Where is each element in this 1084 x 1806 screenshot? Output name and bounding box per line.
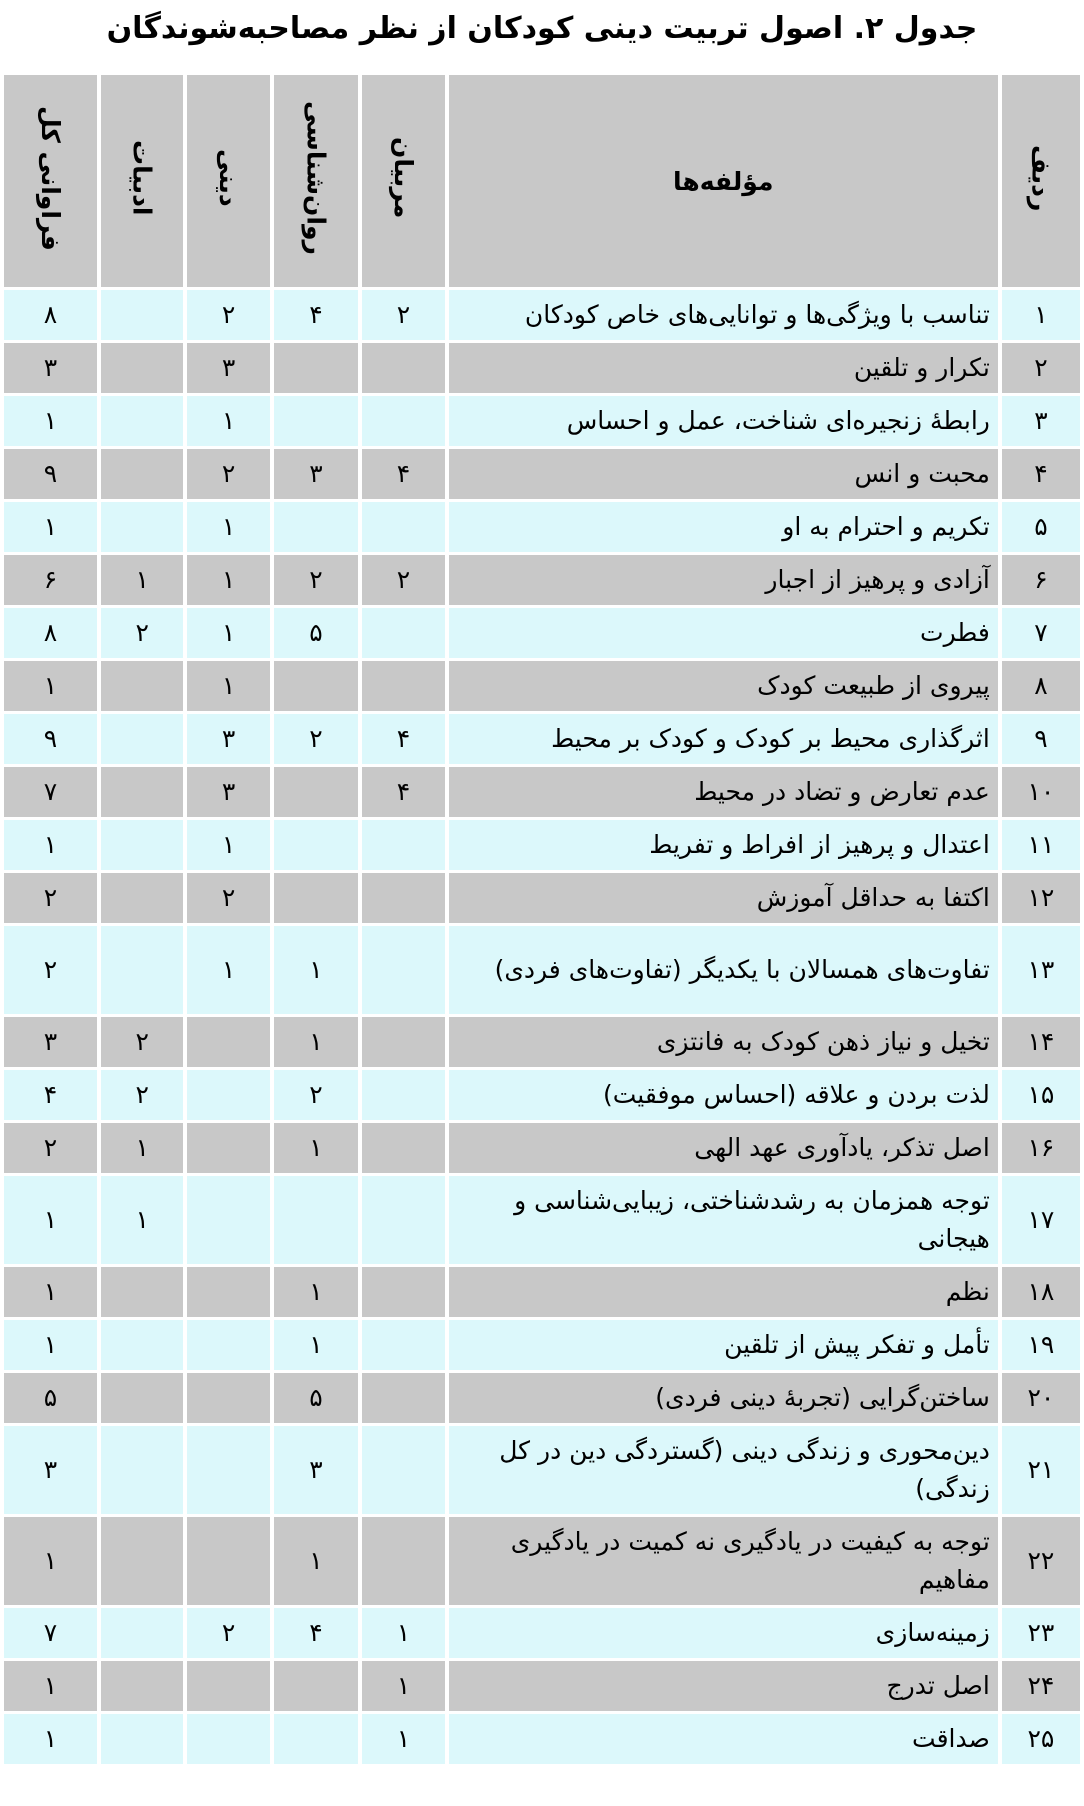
cell-component: لذت بردن و علاقه (احساس موفقیت)	[449, 1070, 998, 1120]
cell-religious: ۲	[187, 290, 269, 340]
cell-component: توجه همزمان به رشدشناختی، زیبایی‌شناسی و هیجانی	[449, 1176, 998, 1264]
cell-literature	[101, 1373, 183, 1423]
table-row	[4, 1373, 1080, 1423]
cell-literature	[101, 449, 183, 499]
table-row	[4, 608, 1080, 658]
cell-literature	[101, 1426, 183, 1514]
table-row	[4, 1176, 1080, 1264]
cell-educators	[362, 661, 444, 711]
cell-religious: ۲	[187, 873, 269, 923]
cell-educators	[362, 1320, 444, 1370]
cell-religious: ۳	[187, 767, 269, 817]
cell-religious	[187, 1517, 269, 1605]
cell-component: رابطهٔ زنجیره‌ای شناخت، عمل و احساس	[449, 396, 998, 446]
cell-component: ساختن‌گرایی (تجربهٔ دینی فردی)	[449, 1373, 998, 1423]
cell-educators	[362, 1176, 444, 1264]
cell-row-number: ۴	[1002, 449, 1080, 499]
cell-psychology	[274, 661, 358, 711]
cell-row-number: ۱۷	[1002, 1176, 1080, 1264]
table-row	[4, 1320, 1080, 1370]
cell-educators: ۱	[362, 1608, 444, 1658]
header-components: مؤلفه‌ها	[449, 75, 998, 287]
cell-literature	[101, 714, 183, 764]
cell-religious	[187, 1176, 269, 1264]
cell-psychology: ۱	[274, 1123, 358, 1173]
cell-educators: ۴	[362, 714, 444, 764]
cell-religious: ۱	[187, 661, 269, 711]
cell-religious	[187, 1320, 269, 1370]
cell-literature	[101, 820, 183, 870]
cell-psychology: ۲	[274, 1070, 358, 1120]
cell-literature	[101, 1661, 183, 1711]
cell-educators: ۱	[362, 1714, 444, 1764]
cell-educators	[362, 502, 444, 552]
cell-component: صداقت	[449, 1714, 998, 1764]
cell-component: تأمل و تفکر پیش از تلقین	[449, 1320, 998, 1370]
cell-literature: ۲	[101, 1017, 183, 1067]
cell-component: اثرگذاری محیط بر کودک و کودک بر محیط	[449, 714, 998, 764]
cell-psychology	[274, 1176, 358, 1264]
header-total-frequency: فراوانی کل	[4, 75, 97, 287]
cell-psychology: ۵	[274, 608, 358, 658]
cell-total-frequency: ۱	[4, 1714, 97, 1764]
cell-religious: ۱	[187, 555, 269, 605]
cell-component: تناسب با ویژگی‌ها و توانایی‌های خاص کودکان	[449, 290, 998, 340]
table-row	[4, 1714, 1080, 1764]
cell-psychology: ۴	[274, 290, 358, 340]
cell-row-number: ۲۱	[1002, 1426, 1080, 1514]
cell-total-frequency: ۲	[4, 926, 97, 1014]
cell-component: زمینه‌سازی	[449, 1608, 998, 1658]
table-row	[4, 714, 1080, 764]
cell-total-frequency: ۹	[4, 714, 97, 764]
cell-total-frequency: ۶	[4, 555, 97, 605]
cell-total-frequency: ۱	[4, 661, 97, 711]
cell-psychology: ۳	[274, 449, 358, 499]
cell-total-frequency: ۲	[4, 873, 97, 923]
cell-literature	[101, 873, 183, 923]
cell-total-frequency: ۸	[4, 290, 97, 340]
table-row	[4, 767, 1080, 817]
table-row	[4, 449, 1080, 499]
header-row	[4, 75, 1080, 287]
table-row	[4, 396, 1080, 446]
table-row	[4, 1123, 1080, 1173]
cell-component: تفاوت‌های همسالان با یکدیگر (تفاوت‌های فردی)	[449, 926, 998, 1014]
cell-total-frequency: ۷	[4, 767, 97, 817]
cell-component: تکریم و احترام به او	[449, 502, 998, 552]
cell-religious	[187, 1070, 269, 1120]
cell-educators: ۱	[362, 1661, 444, 1711]
cell-educators	[362, 1070, 444, 1120]
cell-religious: ۳	[187, 343, 269, 393]
table-row	[4, 661, 1080, 711]
cell-literature: ۲	[101, 1070, 183, 1120]
cell-educators	[362, 1373, 444, 1423]
cell-total-frequency: ۱	[4, 502, 97, 552]
cell-total-frequency: ۱	[4, 1661, 97, 1711]
cell-psychology	[274, 820, 358, 870]
cell-total-frequency: ۳	[4, 1017, 97, 1067]
cell-psychology	[274, 873, 358, 923]
table-row	[4, 1661, 1080, 1711]
cell-row-number: ۲۴	[1002, 1661, 1080, 1711]
cell-literature	[101, 767, 183, 817]
cell-row-number: ۱۰	[1002, 767, 1080, 817]
cell-educators: ۲	[362, 555, 444, 605]
cell-total-frequency: ۳	[4, 343, 97, 393]
cell-component: اعتدال و پرهیز از افراط و تفریط	[449, 820, 998, 870]
table-row	[4, 1517, 1080, 1605]
cell-literature	[101, 661, 183, 711]
cell-row-number: ۹	[1002, 714, 1080, 764]
table-row	[4, 873, 1080, 923]
cell-row-number: ۸	[1002, 661, 1080, 711]
cell-total-frequency: ۱	[4, 1176, 97, 1264]
cell-psychology	[274, 396, 358, 446]
cell-row-number: ۱۱	[1002, 820, 1080, 870]
cell-literature: ۱	[101, 555, 183, 605]
principles-table	[0, 72, 1084, 1767]
cell-religious	[187, 1426, 269, 1514]
cell-literature	[101, 502, 183, 552]
cell-total-frequency: ۵	[4, 1373, 97, 1423]
cell-component: نظم	[449, 1267, 998, 1317]
cell-psychology	[274, 1661, 358, 1711]
cell-psychology	[274, 1714, 358, 1764]
cell-religious	[187, 1661, 269, 1711]
cell-educators	[362, 1267, 444, 1317]
cell-psychology: ۳	[274, 1426, 358, 1514]
cell-literature	[101, 1517, 183, 1605]
cell-religious	[187, 1123, 269, 1173]
cell-religious: ۲	[187, 449, 269, 499]
cell-row-number: ۱۹	[1002, 1320, 1080, 1370]
cell-literature	[101, 1267, 183, 1317]
header-educators: مربیان	[362, 75, 444, 287]
cell-educators	[362, 926, 444, 1014]
cell-row-number: ۲۰	[1002, 1373, 1080, 1423]
cell-total-frequency: ۴	[4, 1070, 97, 1120]
cell-psychology: ۱	[274, 1267, 358, 1317]
cell-literature: ۲	[101, 608, 183, 658]
cell-psychology: ۱	[274, 1017, 358, 1067]
table-row	[4, 820, 1080, 870]
cell-literature	[101, 343, 183, 393]
cell-total-frequency: ۳	[4, 1426, 97, 1514]
cell-row-number: ۱۴	[1002, 1017, 1080, 1067]
cell-educators: ۴	[362, 449, 444, 499]
cell-educators	[362, 1123, 444, 1173]
cell-psychology: ۱	[274, 1517, 358, 1605]
cell-religious	[187, 1017, 269, 1067]
cell-row-number: ۱۵	[1002, 1070, 1080, 1120]
cell-literature	[101, 1714, 183, 1764]
cell-total-frequency: ۲	[4, 1123, 97, 1173]
cell-psychology	[274, 502, 358, 552]
cell-literature	[101, 1608, 183, 1658]
cell-total-frequency: ۱	[4, 820, 97, 870]
cell-literature	[101, 1320, 183, 1370]
table-row	[4, 926, 1080, 1014]
cell-component: پیروی از طبیعت کودک	[449, 661, 998, 711]
table-row	[4, 1426, 1080, 1514]
cell-row-number: ۵	[1002, 502, 1080, 552]
cell-educators: ۲	[362, 290, 444, 340]
cell-row-number: ۳	[1002, 396, 1080, 446]
table-row	[4, 1070, 1080, 1120]
cell-educators: ۴	[362, 767, 444, 817]
cell-religious: ۲	[187, 1608, 269, 1658]
cell-component: اصل تذکر، یادآوری عهد الهی	[449, 1123, 998, 1173]
cell-total-frequency: ۱	[4, 1517, 97, 1605]
cell-educators	[362, 1017, 444, 1067]
cell-total-frequency: ۸	[4, 608, 97, 658]
cell-literature	[101, 290, 183, 340]
cell-religious: ۱	[187, 820, 269, 870]
cell-psychology	[274, 343, 358, 393]
cell-religious	[187, 1373, 269, 1423]
cell-psychology: ۴	[274, 1608, 358, 1658]
header-psychology: روان‌شناسی	[274, 75, 358, 287]
cell-educators	[362, 820, 444, 870]
cell-row-number: ۱	[1002, 290, 1080, 340]
header-religious: دینی	[187, 75, 269, 287]
cell-religious	[187, 1267, 269, 1317]
cell-educators	[362, 343, 444, 393]
cell-total-frequency: ۱	[4, 396, 97, 446]
cell-row-number: ۱۶	[1002, 1123, 1080, 1173]
cell-component: توجه به کیفیت در یادگیری نه کمیت در یادگیری مفاهیم	[449, 1517, 998, 1605]
header-literature: ادبیات	[101, 75, 183, 287]
cell-total-frequency: ۱	[4, 1320, 97, 1370]
cell-literature: ۱	[101, 1176, 183, 1264]
cell-row-number: ۶	[1002, 555, 1080, 605]
cell-psychology	[274, 767, 358, 817]
cell-educators	[362, 396, 444, 446]
cell-religious: ۱	[187, 502, 269, 552]
cell-psychology: ۵	[274, 1373, 358, 1423]
table-row	[4, 343, 1080, 393]
cell-component: محبت و انس	[449, 449, 998, 499]
cell-component: دین‌محوری و زندگی دینی (گستردگی دین در کل زندگی)	[449, 1426, 998, 1514]
cell-psychology: ۱	[274, 926, 358, 1014]
cell-row-number: ۲	[1002, 343, 1080, 393]
cell-total-frequency: ۱	[4, 1267, 97, 1317]
cell-component: اصل تدرج	[449, 1661, 998, 1711]
cell-psychology: ۲	[274, 555, 358, 605]
cell-component: فطرت	[449, 608, 998, 658]
cell-literature	[101, 396, 183, 446]
cell-psychology: ۱	[274, 1320, 358, 1370]
cell-religious: ۱	[187, 926, 269, 1014]
table-row	[4, 1267, 1080, 1317]
cell-row-number: ۱۳	[1002, 926, 1080, 1014]
cell-row-number: ۲۳	[1002, 1608, 1080, 1658]
cell-psychology: ۲	[274, 714, 358, 764]
table-row	[4, 1017, 1080, 1067]
cell-component: تکرار و تلقین	[449, 343, 998, 393]
cell-literature	[101, 926, 183, 1014]
cell-row-number: ۱۸	[1002, 1267, 1080, 1317]
cell-row-number: ۲۲	[1002, 1517, 1080, 1605]
cell-educators	[362, 608, 444, 658]
table-title: جدول ۲. اصول تربیت دینی کودکان از نظر مصاحبه‌شوندگان	[106, 11, 978, 46]
cell-row-number: ۷	[1002, 608, 1080, 658]
cell-religious: ۳	[187, 714, 269, 764]
cell-total-frequency: ۹	[4, 449, 97, 499]
cell-component: اکتفا به حداقل آموزش	[449, 873, 998, 923]
cell-row-number: ۱۲	[1002, 873, 1080, 923]
table-row	[4, 502, 1080, 552]
cell-component: تخیل و نیاز ذهن کودک به فانتزی	[449, 1017, 998, 1067]
header-row-number: ردیف	[1002, 75, 1080, 287]
cell-educators	[362, 1517, 444, 1605]
cell-literature: ۱	[101, 1123, 183, 1173]
cell-total-frequency: ۷	[4, 1608, 97, 1658]
cell-component: آزادی و پرهیز از اجبار	[449, 555, 998, 605]
cell-religious: ۱	[187, 396, 269, 446]
cell-row-number: ۲۵	[1002, 1714, 1080, 1764]
table-row	[4, 290, 1080, 340]
table-row	[4, 1608, 1080, 1658]
cell-religious	[187, 1714, 269, 1764]
cell-component: عدم تعارض و تضاد در محیط	[449, 767, 998, 817]
cell-religious: ۱	[187, 608, 269, 658]
cell-educators	[362, 1426, 444, 1514]
table-row	[4, 555, 1080, 605]
cell-educators	[362, 873, 444, 923]
